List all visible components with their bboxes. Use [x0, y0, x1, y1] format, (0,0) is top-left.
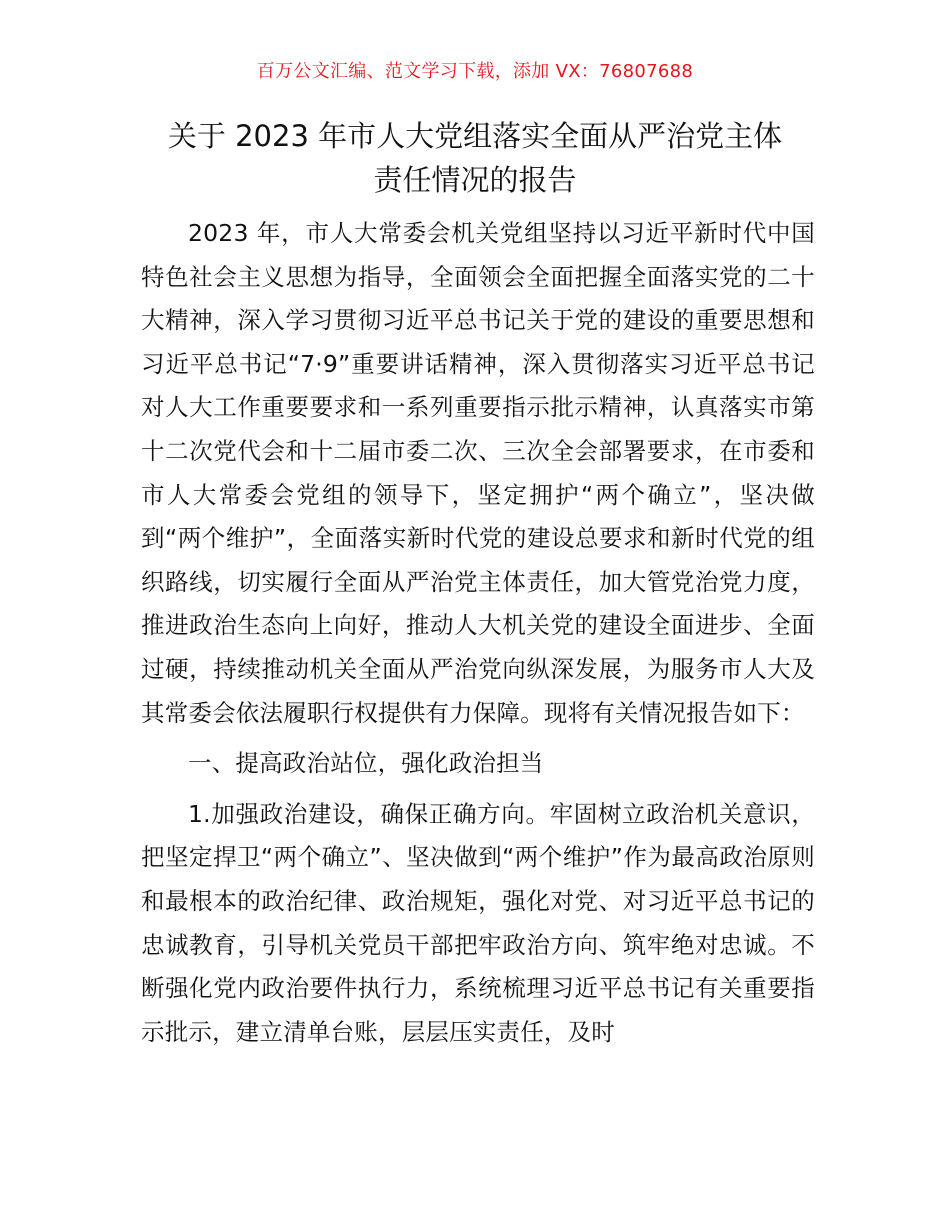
section-heading-1: 一、提高政治站位，强化政治担当: [188, 749, 544, 778]
document-title-line-2: 责任情况的报告: [373, 163, 577, 197]
document-title: [95, 114, 855, 202]
document-title-line-1: 关于 2023 年市人大党组落实全面从严治党主体: [167, 119, 783, 153]
promo-header-note: 百万公文汇编、范文学习下载，添加 VX：76807688: [256, 61, 694, 82]
document-body: [141, 212, 815, 1054]
intro-paragraph: 2023 年，市人大常委会机关党组坚持以习近平新时代中国特色社会主义思想为指导，全面领会全面把握全面落实党的二十大精神，深入学习贯彻习近平总书记关于党的建设的重要思想和习近平总书记“7·9”重要讲话精神，深入贯彻落实习近平总书记对人大工作重要要求和一系列重要指示批示精神，认真落实市第十二次党代会和十二届市委二次、三次全会部署要求，在市委和市人大常委会党组的领导下，坚定拥护“两个确立”，坚决做到“两个维护”，全面落实新时代党的建设总要求和新时代党的组织路线，切实履行全面从严治党主体责任，加大管党治党力度，推进政治生态向上向好，推动人大机关党的建设全面进步、全面过硬，持续推动机关全面从严治党向纵深发展，为服务市人大及其常委会依法履职行权提供有力保障。现将有关情况报告如下：: [141, 219, 815, 727]
section-paragraph-1-1: 1.加强政治建设，确保正确方向。牢固树立政治机关意识，把坚定捍卫“两个确立”、坚决做到“两个维护”作为最高政治原则和最根本的政治纪律、政治规矩，强化对党、对习近平总书记的忠诚教育，引导机关党员干部把牢政治方向、筑牢绝对忠诚。不断强化党内政治要件执行力，系统梳理习近平总书记有关重要指示批示，建立清单台账，层层压实责任，及时: [141, 799, 815, 1046]
